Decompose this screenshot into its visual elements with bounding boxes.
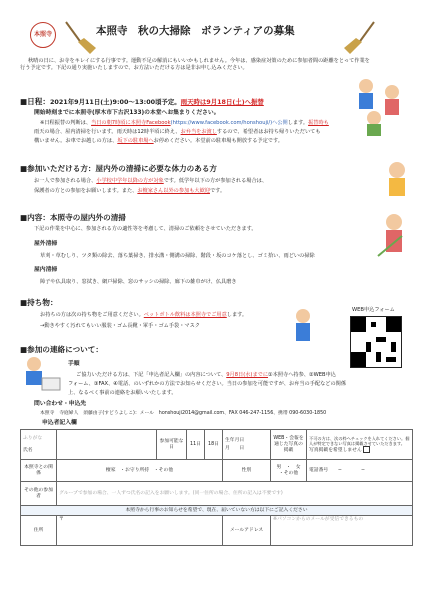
- attend-label: 参加可能な日: [157, 430, 187, 460]
- intro-text: 秋晴の日に、お寺をキレイにする行事です。運動不足の解消にもいいかもしれません。今年は、感染症対策のために参加者間の距離をとって作業を行う予定です。下記の通り実施いたしますので、お方法いただける方は是非お申し込みください。: [20, 58, 370, 72]
- outdoor-label: 屋外清掃: [34, 241, 58, 247]
- note2-c: するので、希望者はお持ち帰りいただいても: [216, 129, 321, 135]
- procedure-line-3: 上、なるべく事前の連絡をお願いいたします。: [68, 390, 177, 396]
- cleaning-illustration: [372, 212, 414, 262]
- note1-d: します。: [287, 120, 309, 126]
- procedure-label: 手順: [68, 361, 80, 367]
- wanted-1c: です。低学年以下の方が参加される場合は、: [163, 178, 268, 184]
- schedule-note-3: [34, 138, 283, 145]
- web-label: WEB・会報を通じた写真の掲載: [271, 430, 307, 460]
- schedule-rain-date: 雨天時は9月18日(土)へ振替: [180, 98, 264, 106]
- phone-label: 電話番号: [309, 467, 329, 473]
- application-form: [20, 429, 413, 546]
- wanted-2b: お檀家さん以外の参加も大歓迎: [137, 188, 210, 194]
- wanted-line-1: [34, 178, 267, 185]
- others-note[interactable]: グループで参加の場合、一人ずつ氏名の記入をお願いします。(同一住所の場合、住所の記入は不要です): [57, 482, 413, 506]
- p1b: 9月8日(水)までに: [226, 372, 269, 378]
- facebook-link[interactable]: (https://www.facebook.com/honshouji/)へ公開: [170, 120, 288, 126]
- photo-checkbox[interactable]: [363, 446, 370, 453]
- note3-c: お停めください。本堂前の駐車場も開放する予定です。: [153, 138, 283, 144]
- schedule-date: 2021年9月11日(土)9:00〜13:00頃予定。: [49, 98, 181, 106]
- phone-cell[interactable]: [307, 460, 413, 482]
- note2-b: お弁当をお渡し: [180, 129, 217, 135]
- content-heading: ■内容：本照寺の屋内外の清掃: [20, 213, 126, 222]
- address-label: 住所: [33, 527, 44, 533]
- sex-label: 性別: [223, 460, 271, 482]
- note1-b: 当日の朝7時頃に本照寺Facebook: [91, 120, 171, 126]
- photo-checkbox-row[interactable]: [309, 446, 410, 454]
- items-1c: します。: [226, 312, 248, 318]
- form-heading: 申込者記入欄: [42, 420, 77, 426]
- procedure-line-1: [76, 372, 336, 379]
- schedule-heading: [20, 97, 264, 107]
- items-line-2: →動きやすく汚れてもいい服装・ゴム長靴・軍手・ゴム手袋・マスク: [40, 323, 200, 329]
- page-title: 本照寺 秋の大掃除 ボランティアの募集: [96, 25, 295, 37]
- furigana-label: ふりがな: [23, 435, 43, 441]
- items-1a: お持ちの方は次の持ち物をご用意ください。: [40, 312, 144, 318]
- inquiry-text: 本照寺 寺庭婦人 須藤由子(すどうよしこ)：メール honshouji2014@gmail.com、FAX 046-247-1156、携帯 090-6030-1850: [40, 411, 327, 416]
- note3-b: 坂下の駐車場へ: [117, 138, 154, 144]
- qr-label: WEB申込フォーム: [352, 307, 395, 313]
- name-input[interactable]: [57, 430, 157, 460]
- outdoor-tasks: 草刈・草むしり、ツタ類の除去、落ち葉掃き、排水溝・側溝の掃除、階段・坂のコケ落とし、ゴミ拾い、雨どいの掃除: [40, 253, 315, 259]
- indoor-tasks: 障子や仏具取り、窓拭き、網戸掃除、窓のサッシの掃除、廊下の雑巾がけ、仏具磨き: [40, 279, 237, 285]
- indoor-label: 屋内清掃: [34, 267, 58, 273]
- wanted-1b: 小学校中学年以降の方が対象: [96, 178, 164, 184]
- photo-ng: 写真掲載を希望しません: [309, 447, 362, 453]
- birth-cell[interactable]: [223, 430, 271, 460]
- temple-stamp-icon: [30, 22, 56, 48]
- inquiry-label: 問い合わせ・申込先: [34, 401, 87, 407]
- schedule-note-1: [40, 120, 329, 127]
- sex-value: 男 ・ 女: [276, 464, 301, 470]
- wanted-heading: ■参加いただける方：屋内外の清掃に必要な体力のある方: [20, 164, 218, 173]
- attend-11[interactable]: 11日: [187, 430, 205, 460]
- writing-illustration: [20, 352, 64, 396]
- name-label: 氏名: [23, 447, 33, 453]
- qr-pattern-icon: [351, 317, 401, 367]
- items-1b: ペットボトル飲料は本照寺でご用意: [143, 312, 227, 318]
- web-note: 不可の方は、次の枠へチェックを入れてください。個人が特定できない写真は掲載させていただきます。: [309, 435, 410, 446]
- phone-dash: − −: [337, 467, 366, 473]
- mail-input[interactable]: ※パソコンからのメールが受信できるもの: [271, 516, 413, 546]
- schedule-place: 開始時刻までに本照寺(厚木市下古沢133)の本堂へお集まりください。: [34, 110, 220, 116]
- note2-a: 雨天の場合、屋内清掃を行います。雨天時は12時半頃に終え、: [34, 129, 181, 135]
- p1c: ①本照寺へ持参、②WEB申込: [268, 372, 336, 378]
- others-label: その他の参加者: [21, 482, 57, 506]
- volunteers-illustration: [346, 72, 412, 138]
- wanted-line-2: [34, 188, 225, 195]
- wanted-2c: です。: [209, 188, 226, 194]
- birth-day: 日: [239, 445, 245, 451]
- sex-value-cell[interactable]: [271, 460, 307, 482]
- stamp-text: 本照寺: [33, 31, 52, 38]
- address-input[interactable]: [57, 516, 223, 546]
- items-heading: ■持ち物：: [20, 298, 58, 307]
- wanted-1a: お一人で参加される場合、: [34, 178, 97, 184]
- note1-e: 振替時も: [308, 120, 329, 126]
- relation-value[interactable]: 檀家 ・お守り所持 ・その他: [57, 460, 223, 482]
- schedule-note-2: [34, 129, 321, 136]
- birth-label: 生年月日: [225, 437, 245, 443]
- procedure-line-2: フォーム、③FAX、④電話、のいずれかの方法でお知らせください。当日の参加を可能ですが、お弁当の手配などの関係: [68, 381, 347, 387]
- name-cell[interactable]: [21, 430, 57, 460]
- note3-a: 構いません。お車でお越しの方は、: [34, 138, 118, 144]
- note1-a: ※日程振替の判断は、: [40, 120, 92, 126]
- attend-18[interactable]: 18日: [205, 430, 223, 460]
- mail-label: メールアドレス: [223, 516, 271, 546]
- broom-icon-right: [340, 18, 380, 58]
- web-note-cell: [307, 430, 413, 460]
- schedule-heading-label: ■日程：: [20, 97, 50, 106]
- birth-month: 月: [225, 445, 230, 451]
- items-line-1: [40, 312, 247, 319]
- broom-icon: [60, 18, 100, 58]
- postal-mark: 〒: [59, 517, 64, 522]
- p1a: ご協力いただける方は、下記「申込者記入欄」の内容について、: [76, 372, 227, 378]
- qr-code[interactable]: [350, 316, 402, 368]
- content-line-1: 下記の作業を中心に、参加される方の適性等を考慮して、清掃のご依頼をさせていただきます。: [34, 226, 257, 232]
- contact-heading: ■参加の連絡について：: [20, 345, 103, 354]
- relation-label: 本照寺との関係: [21, 460, 57, 482]
- worker-illustration: [286, 306, 320, 346]
- wanted-2a: 保護者の方との参加をお願いします。また、: [34, 188, 138, 194]
- address-label-cell: [21, 516, 57, 546]
- sex-other: ・その他: [278, 470, 299, 476]
- notice-text: 本照寺から行事のお知らせを希望で、現在、届いていない方は以下にご記入ください: [21, 506, 413, 516]
- child-illustration: [380, 160, 414, 200]
